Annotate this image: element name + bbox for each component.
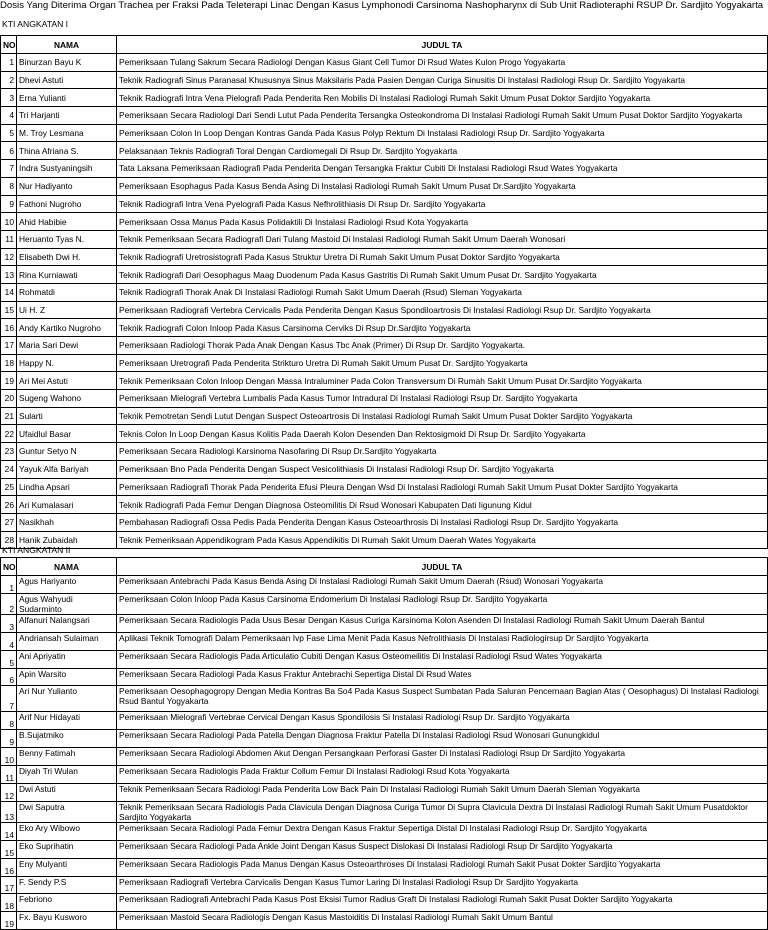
column-header-judul: JUDUL TA — [117, 36, 768, 54]
thesis-title: Pemeriksaan Esophagus Pada Kasus Benda Asing Di Instalasi Radiologi Rumah Sakit Umum Pusat Dr.Sardjito Yogyakarta — [117, 177, 768, 195]
row-number: 4 — [1, 632, 17, 650]
row-number: 6 — [1, 142, 17, 160]
table-row — [1, 876, 768, 894]
row-number: 18 — [1, 894, 17, 912]
thesis-title: Pemeriksaan Mielografi Vertebrae Cervical Dengan Kasus Spondilosis Si Instalasi Radiologi Rsup Dr. Sardjito Yogyakarta — [117, 712, 768, 730]
table-row — [1, 107, 768, 125]
row-number: 12 — [1, 784, 17, 802]
thesis-title: Teknik Pemeriksaan Secara Radiologis Pada Clavicula Dengan Diagnosa Curiga Tumor Di Supra Clavicula Dextra Di Instalasi Radiologi Rumah Sakit Umum Pusatdoktor Sardjito Yogyakarta — [117, 801, 768, 822]
student-name: Thina Afriana S. — [17, 142, 117, 160]
table-row — [1, 686, 768, 712]
table-row — [1, 425, 768, 443]
thesis-table-angkatan-1 — [0, 35, 768, 549]
student-name: Ahid Habibie — [17, 213, 117, 231]
thesis-title: Teknik Pemeriksaan Appendikogram Pada Kasus Appendikitis Di Rumah Sakit Umum Daerah Wates Yogyakarta — [117, 531, 768, 549]
table-row — [1, 248, 768, 266]
table-row — [1, 632, 768, 650]
student-name: Guntur Setyo N — [17, 443, 117, 461]
thesis-title: Pemeriksaan Secara Radiologis Pada Fraktur Collum Femur Di Instalasi Radiologi Rsud Kota Yogyakarta — [117, 766, 768, 784]
thesis-table-angkatan-2 — [0, 557, 768, 930]
thesis-title: Teknik Pemeriksaan Colon Inloop Dengan Massa Intraluminer Pada Colon Transversum Di Rumah Sakit Umum Pusat Dr.Sardjito Yogyakarta — [117, 372, 768, 390]
thesis-title: Pemeriksaan Antebrachi Pada Kasus Benda Asing Di Instalasi Radiologi Rumah Sakit Umum Daerah (Rsud) Wonosari Yogyakarta — [117, 576, 768, 594]
row-number: 7 — [1, 160, 17, 178]
row-number: 5 — [1, 124, 17, 142]
student-name: Benny Fatimah — [17, 748, 117, 766]
table-row — [1, 730, 768, 748]
thesis-title: Pemeriksaan Radiografi Vertebra Cervicalis Pada Penderita Dengan Kasus Spondiloartrosis Di Instalasi Radiologi Rsup Dr. Sardjito Yogyakarta — [117, 301, 768, 319]
student-name: Dwi Saputra — [17, 801, 117, 822]
table-row — [1, 593, 768, 614]
table-row — [1, 71, 768, 89]
table-row — [1, 712, 768, 730]
thesis-title: Pemeriksaan Secara Radiologi Pada Ankle Joint Dengan Kasus Suspect Dislokasi Di Instalasi Radiologi Rsup Dr Sardjito Yogyakarta — [117, 840, 768, 858]
thesis-title: Pemeriksaan Ossa Manus Pada Kasus Polidaktili Di Instalasi Radiologi Rsud Kota Yogyakarta — [117, 213, 768, 231]
row-number: 10 — [1, 748, 17, 766]
table-row — [1, 230, 768, 248]
column-header-nama: NAMA — [17, 36, 117, 54]
table-row — [1, 390, 768, 408]
table-row — [1, 912, 768, 930]
thesis-title: Teknik Radiografi Intra Vena Pyelografi Pada Kasus Nefhrolithiasis Di Rsup Dr. Sardjito Yogyakarta — [117, 195, 768, 213]
row-number: 1 — [1, 54, 17, 72]
thesis-title: Pemeriksaan Secara Radiologis Pada Manus Dengan Kasus Osteoarthroses Di Instalasi Radiologi Rumah Sakit Pusat Dokter Sardjito Yogyakarta — [117, 858, 768, 876]
row-number: 6 — [1, 668, 17, 686]
table-row — [1, 748, 768, 766]
table-header-row — [1, 36, 768, 54]
row-number: 24 — [1, 460, 17, 478]
column-header-no: NO — [1, 558, 17, 576]
table-row — [1, 354, 768, 372]
row-number: 16 — [1, 858, 17, 876]
student-name: Dhevi Astuti — [17, 71, 117, 89]
thesis-title: Teknik Pemeriksaan Secara Radiologi Pada Penderita Low Back Pain Di Instalasi Radiologi Rumah Sakit Umum Daerah Sleman Yogyakarta — [117, 784, 768, 802]
section-label-angkatan-2: KTI ANGKATAN II — [2, 545, 71, 555]
document-title: Dosis Yang Diterima Organ Trachea per Fraksi Pada Teleterapi Linac Dengan Kasus Lymphonodi Carsinoma Nashopharynx di Sub Unit Radioteraphi RSUP Dr. Sardjito Yogyakarta — [0, 0, 764, 11]
student-name: Eko Ary Wibowo — [17, 822, 117, 840]
thesis-title: Pemeriksaan Secara Radiologis Pada Usus Besar Dengan Kasus Curiga Karsinoma Kolon Asenden Di Instalasi Radiologi Rumah Sakit Umum Daerah Bantul — [117, 614, 768, 632]
thesis-title: Pemeriksaan Radiologi Thorak Pada Anak Dengan Kasus Tbc Anak (Primer) Di Rsup Dr. Sardjito Yogyakarta. — [117, 337, 768, 355]
table-row — [1, 372, 768, 390]
table-row — [1, 337, 768, 355]
thesis-title: Pelaksanaan Teknis Radiografi Toral Dengan Cardiomegali Di Rsup Dr. Sardjito Yogyakarta — [117, 142, 768, 160]
student-name: Lindha Apsari — [17, 478, 117, 496]
student-name: Fathoni Nugroho — [17, 195, 117, 213]
table-row — [1, 160, 768, 178]
table-row — [1, 784, 768, 802]
student-name: Nasikhah — [17, 513, 117, 531]
row-number: 10 — [1, 213, 17, 231]
row-number: 19 — [1, 912, 17, 930]
student-name: Ufaidlul Basar — [17, 425, 117, 443]
student-name: Andriansah Sulaiman — [17, 632, 117, 650]
row-number: 13 — [1, 801, 17, 822]
table-body-angkatan-1 — [1, 54, 768, 549]
student-name: Erna Yulianti — [17, 89, 117, 107]
column-header-nama: NAMA — [17, 558, 117, 576]
student-name: Eny Mulyanti — [17, 858, 117, 876]
row-number: 7 — [1, 686, 17, 712]
student-name: Ui H. Z — [17, 301, 117, 319]
row-number: 9 — [1, 730, 17, 748]
thesis-title: Teknik Pemotretan Sendi Lutut Dengan Suspect Osteoartrosis Di Instalasi Radiologi Rumah Sakit Umum Pusat Dokter Sardjito Yogyakarta — [117, 407, 768, 425]
student-name: Ani Apriyatin — [17, 650, 117, 668]
table-row — [1, 177, 768, 195]
thesis-title: Pemeriksaan Mastoid Secara Radiologis Dengan Kasus Mastoiditis Di Instalasi Radiologi Rumah Sakit Umum Bantul — [117, 912, 768, 930]
student-name: Agus Wahyudi Sudarminto — [17, 593, 117, 614]
thesis-title: Teknis Colon In Loop Dengan Kasus Kolitis Pada Daerah Kolon Desenden Dan Rektosigmoid Di Rsup Dr. Sardjito Yogyakarta — [117, 425, 768, 443]
row-number: 17 — [1, 337, 17, 355]
row-number: 11 — [1, 766, 17, 784]
table-row — [1, 766, 768, 784]
thesis-title: Pemeriksaan Secara Radiologi Abdomen Akut Dengan Persangkaan Perforasi Gaster Di Instalasi Radiologi Rsup Dr Sardjito Yogyakarta — [117, 748, 768, 766]
row-number: 15 — [1, 301, 17, 319]
thesis-title: Pemeriksaan Secara Radiologi Pada Femur Dextra Dengan Kasus Fraktur Sepertiga Distal Di Instalasi Radiologi Rsup Dr. Sardjito Yogyakarta — [117, 822, 768, 840]
thesis-title: Tata Laksana Pemeriksaan Radiografi Pada Penderita Dengan Tersangka Fraktur Cubiti Di Instalasi Radiologi Rsud Wates Yogyakarta — [117, 160, 768, 178]
student-name: Rohmatdi — [17, 283, 117, 301]
row-number: 12 — [1, 248, 17, 266]
thesis-title: Pemeriksaan Radiografi Antebrachi Pada Kasus Post Eksisi Tumor Radius Graft Di Instalasi Radiologi Rumah Sakit Pusat Dokter Sardjito Yogyakarta — [117, 894, 768, 912]
student-name: Dwi Astuti — [17, 784, 117, 802]
thesis-title: Teknik Radiografi Dari Oesophagus Maag Duodenum Pada Kasus Gastritis Di Rumah Sakit Umum Pusat Dr. Sardjito Yogyakarta — [117, 266, 768, 284]
table-row — [1, 531, 768, 549]
table-row — [1, 443, 768, 461]
student-name: Happy N. — [17, 354, 117, 372]
student-name: Indra Sustyaningsih — [17, 160, 117, 178]
table-row — [1, 213, 768, 231]
thesis-title: Teknik Radiografi Thorak Anak Di Instalasi Radiologi Rumah Sakit Umum Daerah (Rsud) Sleman Yogyakarta — [117, 283, 768, 301]
table-body-angkatan-2 — [1, 576, 768, 930]
row-number: 18 — [1, 354, 17, 372]
table-row — [1, 650, 768, 668]
section-label-angkatan-1: KTI ANGKATAN I — [2, 19, 69, 29]
thesis-title: Teknik Radiografi Pada Femur Dengan Diagnosa Osteomilitis Di Rsud Wonosari Kabupaten Dati Iigunung Kidul — [117, 496, 768, 514]
student-name: Sugeng Wahono — [17, 390, 117, 408]
student-name: Diyah Tri Wulan — [17, 766, 117, 784]
table-row — [1, 195, 768, 213]
row-number: 4 — [1, 107, 17, 125]
row-number: 23 — [1, 443, 17, 461]
student-name: Ari Nur Yulianto — [17, 686, 117, 712]
table-row — [1, 460, 768, 478]
row-number: 3 — [1, 614, 17, 632]
thesis-title: Pemeriksaan Colon In Loop Dengan Kontras Ganda Pada Kasus Polyp Rektum Di Instalasi Radiologi Rsup Dr. Sardjito Yogyakarta — [117, 124, 768, 142]
thesis-title: Teknik Radiografi Sinus Paranasal Khususnya Sinus Maksilaris Pada Pasien Dengan Curiga Sinusitis Di Instalasi Radiologi Rsup Dr. Sardjito Yogyakarta — [117, 71, 768, 89]
student-name: Apin Warsito — [17, 668, 117, 686]
table-row — [1, 89, 768, 107]
thesis-title: Pemeriksaan Tulang Sakrum Secara Radiologi Dengan Kasus Giant Cell Tumor Di Rsud Wates Kulon Progo Yogyakarta — [117, 54, 768, 72]
row-number: 26 — [1, 496, 17, 514]
student-name: Agus Hariyanto — [17, 576, 117, 594]
student-name: Yayuk Alfa Bariyah — [17, 460, 117, 478]
thesis-title: Pemeriksaan Mielografi Vertebra Lumbalis Pada Kasus Tumor Intradural Di Instalasi Radiologi Rsup Dr. Sardjito Yogyakarta — [117, 390, 768, 408]
row-number: 27 — [1, 513, 17, 531]
thesis-title: Teknik Radiografi Uretrosistografi Pada Kasus Struktur Uretra Di Rumah Sakit Umum Pusat Doktor Sardjito Yogyakarta — [117, 248, 768, 266]
student-name: Sularti — [17, 407, 117, 425]
table-row — [1, 858, 768, 876]
row-number: 2 — [1, 593, 17, 614]
student-name: Rina Kurniawati — [17, 266, 117, 284]
student-name: Hanik Zubaidah — [17, 531, 117, 549]
row-number: 21 — [1, 407, 17, 425]
thesis-title: Pemeriksaan Colon Inloop Pada Kasus Carsinoma Endomerium Di Instalasi Radiologi Rsup Dr. Sardjito Yogyakarta — [117, 593, 768, 614]
table-row — [1, 124, 768, 142]
row-number: 20 — [1, 390, 17, 408]
row-number: 14 — [1, 822, 17, 840]
student-name: Nur Hadiyanto — [17, 177, 117, 195]
thesis-title: Aplikasi Teknik Tomografi Dalam Pemeriksaan Ivp Fase Lima Menit Pada Kasus Nefrolithiasis Di Instalasi Radiologirsup Dr Sardjito Yogyakarta — [117, 632, 768, 650]
table-row — [1, 894, 768, 912]
table-row — [1, 614, 768, 632]
student-name: Febriono — [17, 894, 117, 912]
row-number: 2 — [1, 71, 17, 89]
thesis-title: Pemeriksaan Secara Radiologi Karsinoma Nasofaring Di Rsup Dr.Sardjito Yogyakarta — [117, 443, 768, 461]
thesis-title: Teknik Radiografi Colon Inloop Pada Kasus Carsinoma Cerviks Di Rsup Dr.Sardjito Yogyakarta — [117, 319, 768, 337]
row-number: 25 — [1, 478, 17, 496]
table-row — [1, 513, 768, 531]
row-number: 8 — [1, 712, 17, 730]
student-name: Alfanuri Nalangsari — [17, 614, 117, 632]
student-name: Andy Kartiko Nugroho — [17, 319, 117, 337]
student-name: F. Sendy P.S — [17, 876, 117, 894]
student-name: Eko Suprihatin — [17, 840, 117, 858]
student-name: Ari Kumalasari — [17, 496, 117, 514]
thesis-title: Pemeriksaan Secara Radiologis Pada Articulatio Cubiti Dengan Kasus Osteomeilitis Di Instalasi Radiologi Rsud Wates Yogyakarta — [117, 650, 768, 668]
row-number: 14 — [1, 283, 17, 301]
student-name: M. Troy Lesmana — [17, 124, 117, 142]
table-row — [1, 283, 768, 301]
student-name: Ari Mei Astuti — [17, 372, 117, 390]
row-number: 9 — [1, 195, 17, 213]
row-number: 16 — [1, 319, 17, 337]
row-number: 13 — [1, 266, 17, 284]
table-row — [1, 319, 768, 337]
row-number: 1 — [1, 576, 17, 594]
row-number: 11 — [1, 230, 17, 248]
table-row — [1, 301, 768, 319]
row-number: 5 — [1, 650, 17, 668]
thesis-title: Pemeriksaan Secara Radiologi Pada Kasus Fraktur Antebrachi Sepertiga Distal Di Rsud Wates — [117, 668, 768, 686]
row-number: 22 — [1, 425, 17, 443]
student-name: Elisabeth Dwi H. — [17, 248, 117, 266]
table-row — [1, 801, 768, 822]
table-row — [1, 54, 768, 72]
thesis-title: Pemeriksaan Secara Radiologi Dari Sendi Lutut Pada Penderita Tersangka Osteokondroma Di Instalasi Radiologi Rumah Sakit Umum Pusat Doktor Sardjito Yogyakarta — [117, 107, 768, 125]
thesis-title: Pemeriksaan Uretrografi Pada Penderita Strikturo Uretra Di Rumah Sakit Umum Pusat Dr. Sardjito Yogyakarta — [117, 354, 768, 372]
student-name: Heruanto Tyas N. — [17, 230, 117, 248]
table-row — [1, 407, 768, 425]
column-header-judul: JUDUL TA — [117, 558, 768, 576]
thesis-title: Pembahasan Radiografi Ossa Pedis Pada Penderita Dengan Kasus Osteoarthrosis Di Instalasi Radiologi Rsup Dr. Sardjito Yogyakarta — [117, 513, 768, 531]
row-number: 28 — [1, 531, 17, 549]
table-row — [1, 496, 768, 514]
table-row — [1, 478, 768, 496]
thesis-title: Teknik Pemeriksaan Secara Radiografi Dari Tulang Mastoid Di Instalasi Radiologi Rumah Sakit Umum Daerah Wonosari — [117, 230, 768, 248]
row-number: 8 — [1, 177, 17, 195]
table-row — [1, 668, 768, 686]
thesis-title: Teknik Radiografi Intra Vena Pielografi Pada Penderita Ren Mobilis Di Instalasi Radiologi Rumah Sakit Umum Pusat Doktor Sardjito Yogyakarta — [117, 89, 768, 107]
table-row — [1, 576, 768, 594]
table-row — [1, 822, 768, 840]
thesis-title: Pemeriksaan Bno Pada Penderita Dengan Suspect Vesicolithiasis Di Instalasi Radiologi Rsup Dr. Sardjito Yogyakarta — [117, 460, 768, 478]
row-number: 15 — [1, 840, 17, 858]
row-number: 3 — [1, 89, 17, 107]
student-name: Binurzan Bayu K — [17, 54, 117, 72]
student-name: Arif Nur Hidayati — [17, 712, 117, 730]
thesis-title: Pemeriksaan Radiografi Vertebra Carvicalis Dengan Kasus Tumor Laring Di Instalasi Radiologi Rsup Dr Sardjito Yogyakarta — [117, 876, 768, 894]
thesis-title: Pemeriksaan Secara Radiologi Pada Patella Dengan Diagnosa Fraktur Patella Di Instalasi Radiologi Rsud Wonosari Gunungkidul — [117, 730, 768, 748]
row-number: 17 — [1, 876, 17, 894]
table-row — [1, 142, 768, 160]
table-row — [1, 266, 768, 284]
table-row — [1, 840, 768, 858]
thesis-title: Pemeriksaan Oesophagogropy Dengan Media Kontras Ba So4 Pada Kasus Suspect Sumbatan Pada Saluran Pencernaan Bagian Atas ( Oesophagus) Di Instalasi Radiologi Rsud Bantul Yogyakarta — [117, 686, 768, 712]
student-name: Fx. Bayu Kusworo — [17, 912, 117, 930]
student-name: B.Sujatmiko — [17, 730, 117, 748]
student-name: Tri Harjanti — [17, 107, 117, 125]
column-header-no: NO — [1, 36, 17, 54]
student-name: Maria Sari Dewi — [17, 337, 117, 355]
table-header-row — [1, 558, 768, 576]
row-number: 19 — [1, 372, 17, 390]
thesis-title: Pemeriksaan Radiografi Thorak Pada Penderita Efusi Pleura Dengan Wsd Di Instalasi Radiologi Rumah Sakit Umum Pusat Dokter Sardjito Yogyakarta — [117, 478, 768, 496]
